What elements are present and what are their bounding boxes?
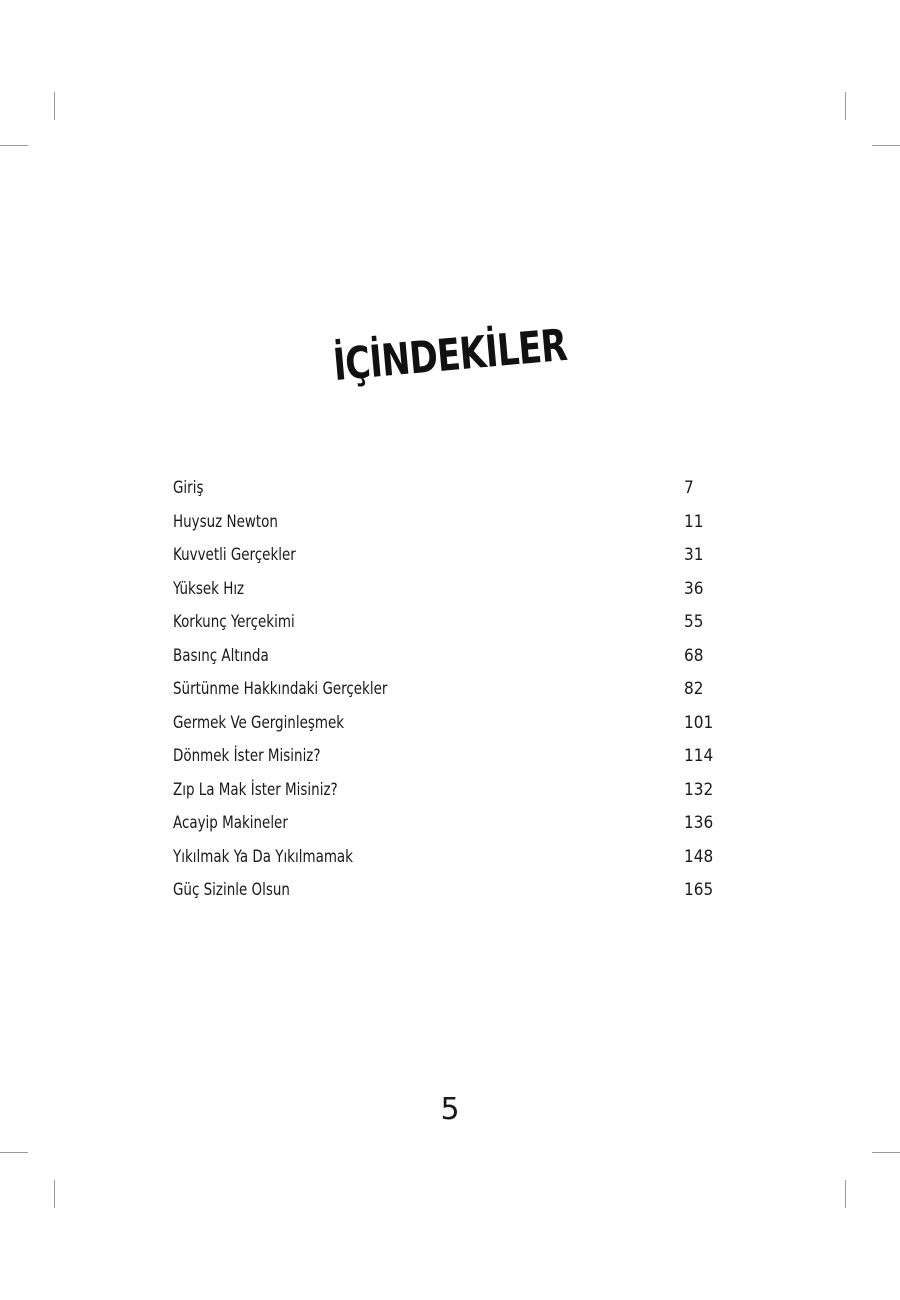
crop-mark-top-right-vertical <box>845 92 846 120</box>
crop-mark-bottom-right-vertical <box>845 1180 846 1208</box>
toc-entry-title: Sürtünme Hakkındaki Gerçekler <box>173 679 388 699</box>
toc-entry-page: 148 <box>684 846 714 867</box>
toc-entry[interactable] <box>173 612 733 646</box>
toc-entry-title: Korkunç Yerçekimi <box>173 612 295 632</box>
toc-entry-page: 114 <box>684 746 714 766</box>
crop-mark-bottom-left-vertical <box>54 1180 55 1208</box>
toc-entry[interactable] <box>173 545 733 579</box>
crop-mark-bottom-left-horizontal <box>0 1152 28 1153</box>
crop-mark-top-right-horizontal <box>872 145 900 146</box>
toc-entry[interactable] <box>173 478 733 512</box>
toc-entry-title: Giriş <box>173 478 204 498</box>
toc-entry-title: Yüksek Hız <box>173 578 245 599</box>
crop-mark-bottom-right-horizontal <box>872 1152 900 1153</box>
toc-entry[interactable] <box>173 512 733 546</box>
toc-entry-title: Acayip Makineler <box>173 813 288 833</box>
toc-entry-page: 36 <box>684 578 704 599</box>
toc-entry-title: Germek Ve Gerginleşmek <box>173 712 345 733</box>
crop-mark-top-left-vertical <box>54 92 55 120</box>
toc-entry[interactable] <box>173 713 733 747</box>
toc-entry-title: Dönmek İster Misiniz? <box>173 746 321 766</box>
toc-entry-page: 11 <box>684 511 704 532</box>
toc-entry[interactable] <box>173 847 733 881</box>
toc-entry[interactable] <box>173 780 733 814</box>
page-title-text: İÇİNDEKİLER <box>331 319 569 392</box>
toc-entry-title: Güç Sizinle Olsun <box>173 880 290 900</box>
toc-entry-title: Zıp La Mak İster Misiniz? <box>173 779 338 800</box>
toc-entry-title: Yıkılmak Ya Da Yıkılmamak <box>173 846 353 867</box>
toc-entry-page: 7 <box>684 478 694 498</box>
toc-entry-title: Kuvvetli Gerçekler <box>173 545 296 565</box>
toc-entry-page: 68 <box>684 645 704 666</box>
toc-entry[interactable] <box>173 746 733 780</box>
toc-entry-page: 31 <box>684 545 704 565</box>
toc-entry[interactable] <box>173 880 733 914</box>
toc-entry-page: 55 <box>684 612 704 632</box>
toc-entry-page: 165 <box>684 880 714 900</box>
toc-entry-page: 101 <box>684 712 714 733</box>
toc-entry[interactable] <box>173 813 733 847</box>
toc-entry-title: Basınç Altında <box>173 645 269 666</box>
toc-entry-page: 132 <box>684 779 714 800</box>
toc-entry-page: 82 <box>684 679 704 699</box>
toc-entry[interactable] <box>173 579 733 613</box>
page-title <box>0 319 900 392</box>
toc-entry-page: 136 <box>684 813 714 833</box>
table-of-contents <box>173 478 733 914</box>
toc-entry[interactable] <box>173 679 733 713</box>
page-number: 5 <box>440 1092 460 1127</box>
crop-mark-top-left-horizontal <box>0 145 28 146</box>
toc-entry-title: Huysuz Newton <box>173 511 278 532</box>
toc-entry[interactable] <box>173 646 733 680</box>
